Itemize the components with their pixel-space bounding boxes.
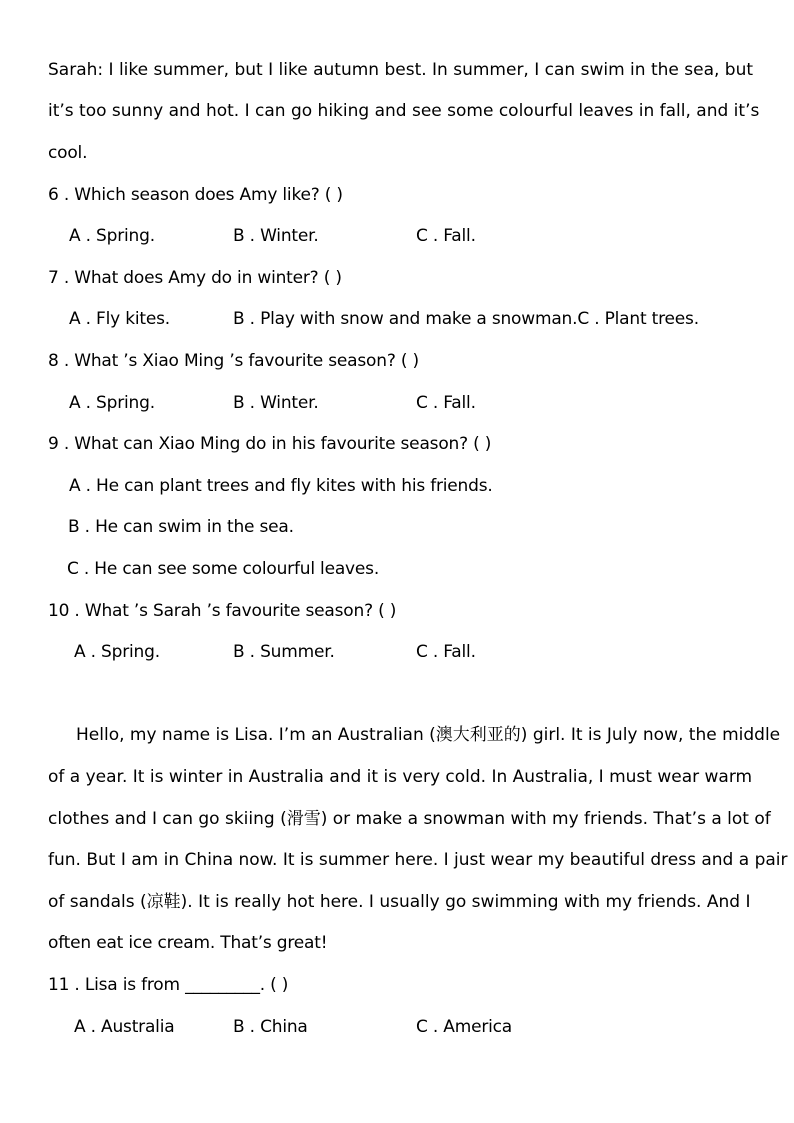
passage2-line-6: often eat ice cream. That’s great! [48, 933, 328, 953]
question-9-option-a[interactable]: A . He can plant trees and fly kites with his friends. [69, 476, 493, 496]
question-10-option-c[interactable]: C . Fall. [416, 642, 476, 662]
question-8-option-a[interactable]: A . Spring. [69, 393, 155, 413]
passage2-line-4: fun. But I am in China now. It is summer here. I just wear my beautiful dress and a pair [48, 850, 788, 870]
question-10-option-b[interactable]: B . Summer. [233, 642, 335, 662]
question-11-option-b[interactable]: B . China [233, 1017, 308, 1037]
question-10-stem: 10 . What ’s Sarah ’s favourite season? ( ) [48, 601, 397, 621]
question-9-stem: 9 . What can Xiao Ming do in his favourite season? ( ) [48, 434, 492, 454]
passage2-line-3: clothes and I can go skiing (滑雪) or make a snowman with my friends. That’s a lot of [48, 809, 771, 829]
question-7-option-b-c[interactable]: B . Play with snow and make a snowman.C . Plant trees. [233, 309, 699, 329]
question-6-option-c[interactable]: C . Fall. [416, 226, 476, 246]
question-6-stem: 6 . Which season does Amy like? ( ) [48, 185, 343, 205]
question-10-option-a[interactable]: A . Spring. [74, 642, 160, 662]
question-11-option-a[interactable]: A . Australia [74, 1017, 175, 1037]
question-11-stem: 11 . Lisa is from _________. ( ) [48, 975, 289, 995]
question-11-option-c[interactable]: C . America [416, 1017, 513, 1037]
question-7-option-a[interactable]: A . Fly kites. [69, 309, 170, 329]
passage1-line-3: cool. [48, 143, 88, 163]
passage1-line-2: it’s too sunny and hot. I can go hiking and see some colourful leaves in fall, and it’s [48, 101, 760, 121]
passage2-line-2: of a year. It is winter in Australia and it is very cold. In Australia, I must wear warm [48, 767, 753, 787]
question-6-option-b[interactable]: B . Winter. [233, 226, 319, 246]
question-9-option-c[interactable]: C . He can see some colourful leaves. [67, 559, 380, 579]
question-7-stem: 7 . What does Amy do in winter? ( ) [48, 268, 342, 288]
passage2-line-5: of sandals (凉鞋). It is really hot here. I usually go swimming with my friends. And I [48, 892, 751, 912]
question-9-option-b[interactable]: B . He can swim in the sea. [68, 517, 294, 537]
question-8-option-b[interactable]: B . Winter. [233, 393, 319, 413]
question-8-stem: 8 . What ’s Xiao Ming ’s favourite season? ( ) [48, 351, 419, 371]
passage2-line-1: Hello, my name is Lisa. I’m an Australian (澳大利亚的) girl. It is July now, the middle [76, 725, 781, 745]
passage1-line-1: Sarah: I like summer, but I like autumn best. In summer, I can swim in the sea, but [48, 60, 754, 80]
question-8-option-c[interactable]: C . Fall. [416, 393, 476, 413]
question-6-option-a[interactable]: A . Spring. [69, 226, 155, 246]
